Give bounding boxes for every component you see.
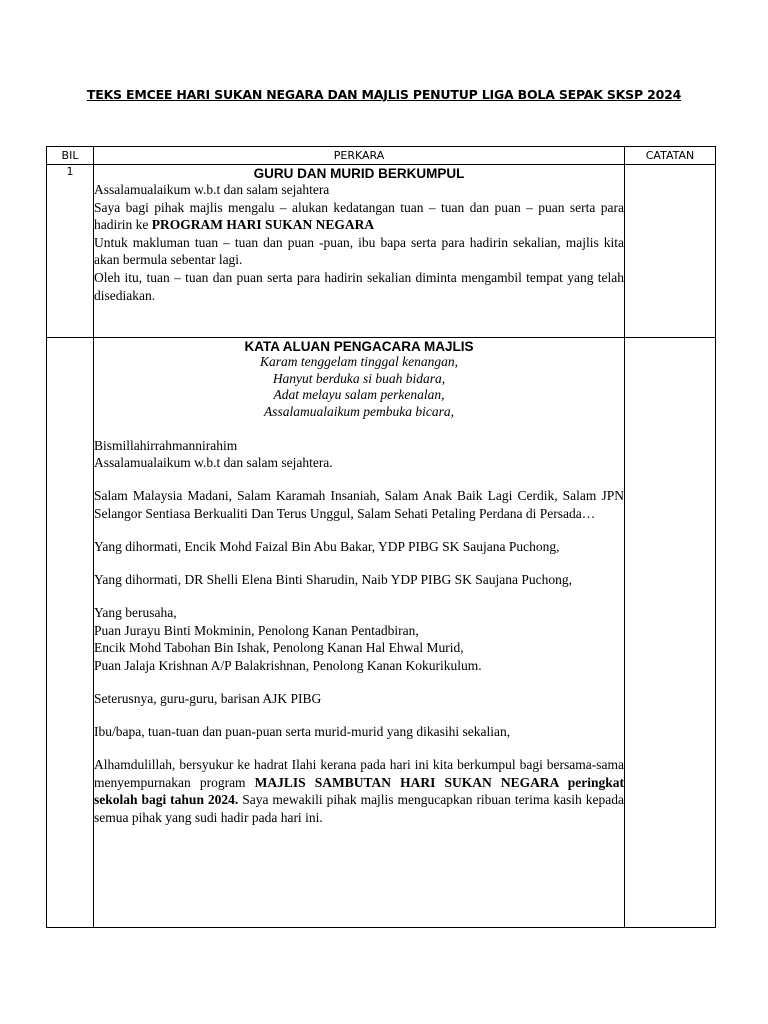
row-number [47,338,94,928]
paragraph: Assalamualaikum w.b.t dan salam sejahtera [94,182,330,197]
paragraph: Assalamualaikum w.b.t dan salam sejahtera. [94,455,333,471]
paragraph: Encik Mohd Tabohan Bin Ishak, Penolong Kanan Hal Ehwal Murid, [94,640,464,656]
header-bil: BIL [47,147,94,165]
paragraph: Yang dihormati, Encik Mohd Faizal Bin Abu Bakar, YDP PIBG SK Saujana Puchong, [94,538,560,554]
paragraph [94,756,624,826]
table-row [47,165,716,338]
bold-text: MAJLIS SAMBUTAN HARI SUKAN NEGARA peringkat sekolah bagi tahun 2024. [94,774,624,808]
section-heading: GURU DAN MURID BERKUMPUL [253,166,465,181]
pantun-line: Adat melayu salam perkenalan, [273,387,445,402]
emcee-script-table [46,146,716,928]
pantun-line: Hanyut berduka si buah bidara, [272,370,446,386]
paragraph: Seterusnya, guru-guru, barisan AJK PIBG [94,690,322,706]
notes-cell [625,338,716,928]
table-header-row [47,147,716,165]
paragraph: Bismillahirrahmannirahim [94,437,238,453]
paragraph: Oleh itu, tuan – tuan dan puan serta para hadirin sekalian diminta mengambil tempat yang telah disediakan. [94,269,624,303]
paragraph: Yang berusaha, [94,605,177,621]
header-catatan: CATATAN [625,147,716,165]
document-title: TEKS EMCEE HARI SUKAN NEGARA DAN MAJLIS PENUTUP LIGA BOLA SEPAK SKSP 2024 [86,87,682,102]
paragraph: Puan Jalaja Krishnan A/P Balakrishnan, Penolong Kanan Kokurikulum. [94,657,482,673]
text-span: Saya mewakili pihak majlis mengucapkan ribuan terima kasih kepada semua pihak yang sudi hadir pada hari ini. [94,792,624,825]
paragraph [94,199,624,234]
notes-cell [625,165,716,338]
paragraph: Ibu/bapa, tuan-tuan dan puan-puan serta murid-murid yang dikasihi sekalian, [94,724,511,740]
row-number: 1 [47,165,94,338]
header-perkara: PERKARA [94,147,625,165]
row-content [94,338,625,928]
pantun-line: Karam tenggelam tinggal kenangan, [260,354,458,369]
text-span: Saya bagi pihak majlis mengalu – alukan kedatangan tuan – tuan dan puan – puan serta para hadirin ke [94,199,624,233]
paragraph: Yang dihormati, DR Shelli Elena Binti Sharudin, Naib YDP PIBG SK Saujana Puchong, [94,571,572,587]
table-row [47,338,716,928]
paragraph: Salam Malaysia Madani, Salam Karamah Insaniah, Salam Anak Baik Lagi Cerdik, Salam JPN Selangor Sentiasa Berkualiti Dan Terus Unggul, Salam Sehati Petaling Perdana di Persada… [94,488,624,521]
paragraph: Puan Jurayu Binti Mokminin, Penolong Kanan Pentadbiran, [94,622,419,638]
row-content [94,165,625,338]
pantun-line: Assalamualaikum pembuka bicara, [263,403,455,419]
section-heading: KATA ALUAN PENGACARA MAJLIS [244,339,474,354]
paragraph: Untuk makluman tuan – tuan dan puan -puan, ibu bapa serta para hadirin sekalian, majlis kita akan bermula sebentar lagi. [94,234,624,268]
text-span: Alhamdulillah, bersyukur ke hadrat Ilahi kerana pada hari ini kita berkumpul bagi bersama-sama menyempurnakan program [94,757,624,790]
bold-text: PROGRAM HARI SUKAN NEGARA [151,217,375,233]
